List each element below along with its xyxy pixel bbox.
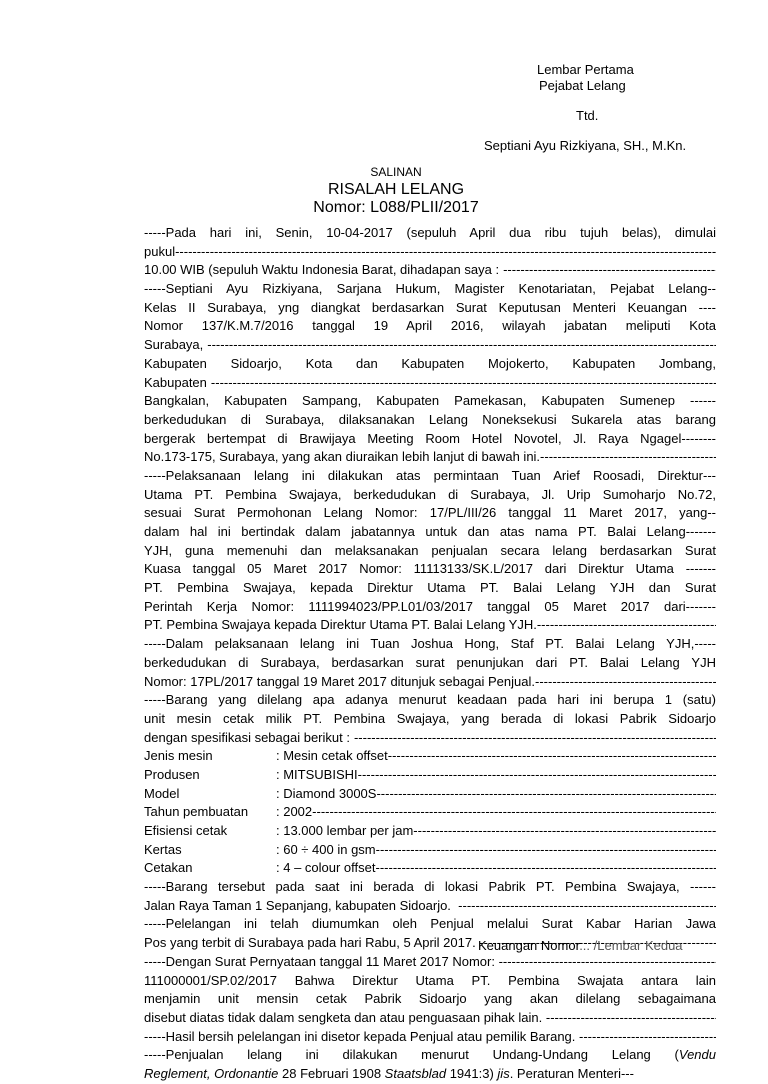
body-line: sesuai Surat Permohonan Lelang Nomor: 17/PL/III/26 tanggal 11 Maret 2017, yang-- xyxy=(144,505,716,521)
footer-continuation: Keuangan Nomor... /Lembar Kedua xyxy=(478,938,683,953)
body-line: Kabupaten Sidoarjo, Kota dan Kabupaten Mojokerto, Kabupaten Jombang, xyxy=(144,355,716,371)
body-line: -----Septiani Ayu Rizkiyana, Sarjana Hukum, Magister Kenotariatan, Pejabat Lelang-- xyxy=(144,281,716,297)
body-line: Pos yang terbit di Surabaya pada hari Rabu, 5 April 2017. ----- xyxy=(144,934,716,953)
body-line: -----Pada hari ini, Senin, 10-04-2017 (sepuluh April dua ribu tujuh belas), dimulai xyxy=(144,225,716,240)
body-line: unit mesin cetak milik PT. Pembina Swajaya, yang berada di lokasi Pabrik Sidoarjo xyxy=(144,710,716,726)
body-line: Utama PT. Pembina Swajaya, berkedudukan di Surabaya, Jl. Urip Sumoharjo No.72, xyxy=(144,486,716,502)
body-line: -----Penjualan lelang ini dilakukan menurut Undang-Undang Lelang (Vendu xyxy=(144,1047,716,1063)
body-line: Surabaya, ----- xyxy=(144,336,716,355)
spec-row-kertas: Kertas : 60 ÷ 400 in gsm ----- xyxy=(144,841,716,860)
title-salinan: SALINAN xyxy=(370,165,422,179)
body-line: bergerak bertempat di Brawijaya Meeting Room Hotel Novotel, Jl. Raya Ngagel-------- xyxy=(144,430,716,446)
body-line: Kuasa tanggal 05 Maret 2017 Nomor: 11113133/SK.L/2017 dari Direktur Utama ------- xyxy=(144,561,716,577)
body-line: Kabupaten ----- xyxy=(144,374,716,393)
body-line: dalam hal ini bertindak dalam jabatannya untuk dan atas nama PT. Balai Lelang------- xyxy=(144,524,716,539)
body-line: dengan spesifikasi sebagai berikut : ----- xyxy=(144,729,716,748)
title-nomor: Nomor: L088/PLII/2017 xyxy=(313,199,479,216)
body-line: -----Barang tersebut pada saat ini berada di lokasi Pabrik PT. Pembina Swajaya, ------ xyxy=(144,879,716,895)
body-line: -----Dengan Surat Pernyataan tanggal 11 Maret 2017 Nomor: ----- xyxy=(144,953,716,972)
title-risalah-lelang: RISALAH LELANG xyxy=(327,181,465,198)
body-line: Reglement, Ordonantie 28 Februari 1908 Staatsblad 1941:3) jis. Peraturan Menteri--- xyxy=(144,1065,634,1081)
spec-row-model: Model : Diamond 3000S ----- xyxy=(144,785,716,804)
spec-row-produsen: Produsen : MITSUBISHI ----- xyxy=(144,766,716,785)
body-line: -----Pelaksanaan lelang ini dilakukan atas permintaan Tuan Arief Roosadi, Direktur--- xyxy=(144,467,716,483)
spec-row-efisiensi: Efisiensi cetak : 13.000 lembar per jam ----- xyxy=(144,822,716,841)
body-line: -----Pelelangan ini telah diumumkan oleh Penjual melalui Surat Kabar Harian Jawa xyxy=(144,916,716,932)
body-line: PT. Pembina Swajaya kepada Direktur Utama PT. Balai Lelang YJH. ----- xyxy=(144,616,716,635)
header-ttd: Ttd. xyxy=(576,108,599,123)
body-line: Perintah Kerja Nomor: 1111994023/PP.L01/03/2017 tanggal 05 Maret 2017 dari------- xyxy=(144,598,716,614)
body-line: Bangkalan, Kabupaten Sampang, Kabupaten Pamekasan, Kabupaten Sumenep ------ xyxy=(144,393,716,409)
body-line: Kelas II Surabaya, yng diangkat berdasarkan Surat Keputusan Menteri Keuangan ---- xyxy=(144,299,716,315)
body-line: No.173-175, Surabaya, yang akan diuraikan lebih lanjut di bawah ini. ----- xyxy=(144,448,716,467)
body-line: 111000001/SP.02/2017 Bahwa Direktur Utama PT. Pembina Swajata antara lain xyxy=(144,972,716,988)
body-line: -----Barang yang dilelang apa adanya menurut keadaan pada hari ini berupa 1 (satu) xyxy=(144,692,716,708)
body-line: berkedudukan di Surabaya, berdasarkan surat penunjukan dari PT. Balai Lelang YJH xyxy=(144,654,716,670)
body-line: Nomor 137/K.M.7/2016 tanggal 19 April 2016, wilayah jabatan meliputi Kota xyxy=(144,318,716,334)
body-line: pukul ----- xyxy=(144,243,716,262)
header-lembar-pertama: Lembar Pertama xyxy=(537,62,634,77)
document-body xyxy=(144,224,716,1084)
body-line: -----Hasil bersih pelelangan ini disetor kepada Penjual atau pemilik Barang. ----- xyxy=(144,1028,716,1047)
spec-row-cetakan: Cetakan : 4 – colour offset ----- xyxy=(144,859,716,878)
body-line: menjamin unit mensin cetak Pabrik Sidoarjo yang akan dilelang sebagaimana xyxy=(144,991,716,1007)
header-signer: Septiani Ayu Rizkiyana, SH., M.Kn. xyxy=(484,138,687,153)
spec-row-jenis-mesin: Jenis mesin : Mesin cetak offset ----- xyxy=(144,747,716,766)
body-line: disebut diatas tidak dalam sengketa dan atau penguasaan pihak lain. ----- xyxy=(144,1009,716,1028)
body-line: Jalan Raya Taman 1 Sepanjang, kabupaten Sidoarjo. ----- xyxy=(144,897,716,916)
body-line: Nomor: 17PL/2017 tanggal 19 Maret 2017 ditunjuk sebagai Penjual. ----- xyxy=(144,673,716,692)
body-line: -----Dalam pelaksanaan lelang ini Tuan Joshua Hong, Staf PT. Balai Lelang YJH,----- xyxy=(144,636,716,652)
body-line: berkedudukan di Surabaya, dilaksanakan Lelang Noneksekusi Sukarela atas barang xyxy=(144,411,716,427)
body-line: PT. Pembina Swajaya, kepada Direktur Utama PT. Balai Lelang YJH dan Surat xyxy=(144,580,716,596)
body-line: YJH, guna memenuhi dan melaksanakan penjualan secara lelang berdasarkan Surat xyxy=(144,542,716,558)
header-pejabat-lelang: Pejabat Lelang xyxy=(539,78,626,93)
body-line: 10.00 WIB (sepuluh Waktu Indonesia Barat, dihadapan saya : ----- xyxy=(144,261,716,280)
spec-row-tahun: Tahun pembuatan : 2002 ----- xyxy=(144,803,716,822)
